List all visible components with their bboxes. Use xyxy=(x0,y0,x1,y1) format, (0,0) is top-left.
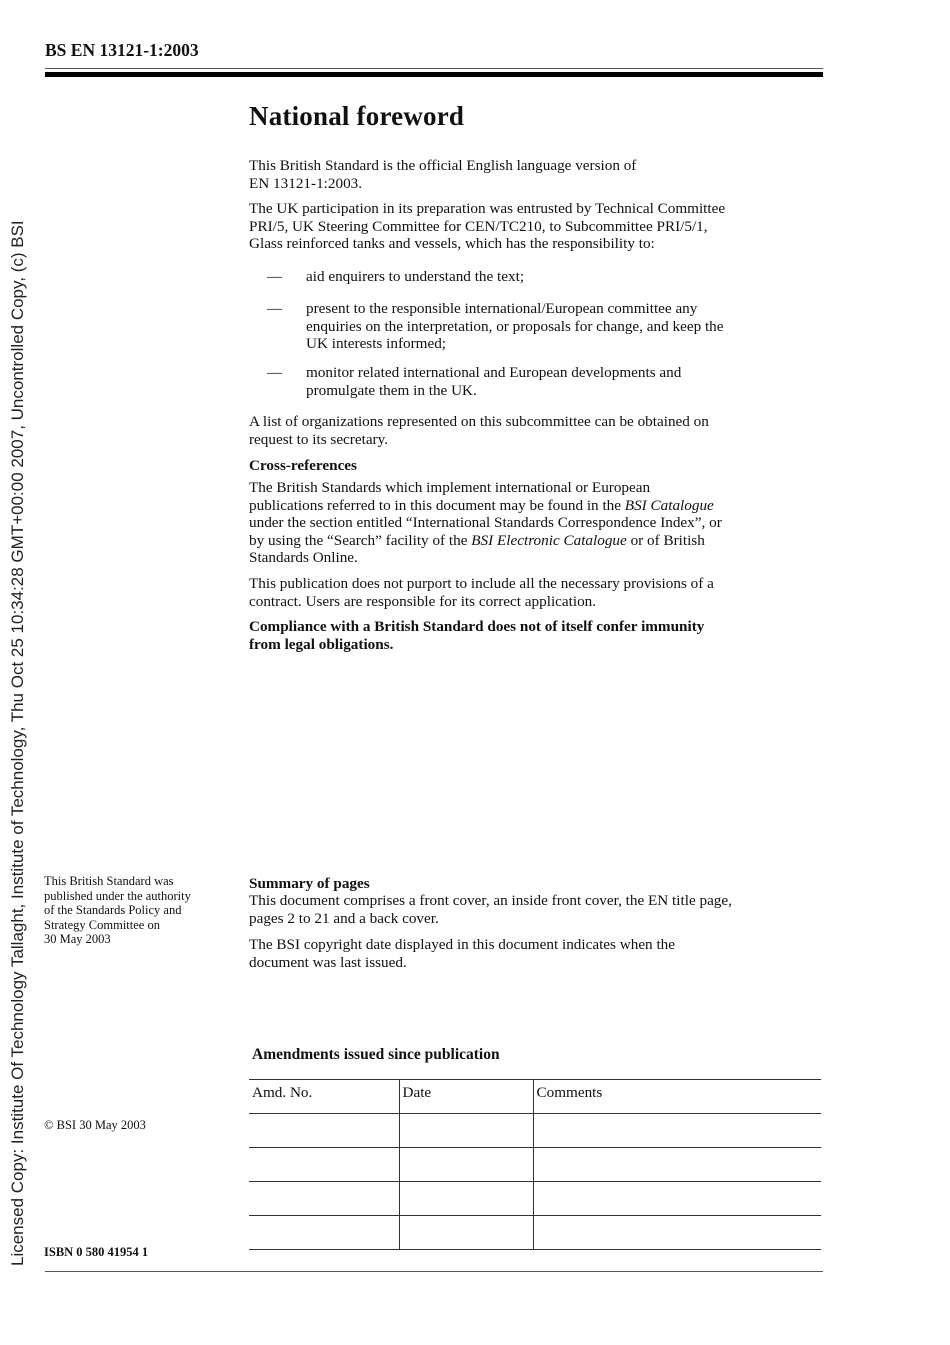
list-item xyxy=(249,268,824,286)
column-header-comments: Comments xyxy=(533,1080,821,1114)
crossref-line: The British Standards which implement international or European xyxy=(249,479,651,496)
crossref-text: publications referred to in this document may be found in the xyxy=(249,496,625,514)
list-item-line: present to the responsible international/European committee any xyxy=(306,300,698,317)
dash-bullet: — xyxy=(267,364,283,381)
crossref-text: by using the “Search” facility of the xyxy=(249,531,472,549)
license-watermark: Licensed Copy: Institute Of Technology Tallaght, Institute of Technology, Thu Oct 25 10:34:28 GMT+00:00 2007, Uncontrolled Copy, (c) BSI xyxy=(8,220,27,1266)
header-thin-rule xyxy=(45,68,823,69)
organizations-line: request to its secretary. xyxy=(249,430,389,448)
table-cell xyxy=(533,1148,821,1182)
table-cell xyxy=(399,1148,533,1182)
organizations-line: A list of organizations represented on this subcommittee can be obtained on xyxy=(249,413,709,430)
dash-bullet: — xyxy=(267,300,283,317)
crossref-line xyxy=(249,497,824,515)
compliance-line: from legal obligations. xyxy=(249,635,394,653)
table-row xyxy=(249,1216,821,1250)
purport-paragraph xyxy=(249,575,824,610)
bsi-catalogue-ref: BSI Catalogue xyxy=(624,496,714,514)
table-cell xyxy=(249,1114,399,1148)
intro-line: This British Standard is the official English language version of xyxy=(249,157,637,174)
publication-line: published under the authority xyxy=(44,888,191,903)
copyright-date-paragraph xyxy=(249,936,824,971)
list-item-line: aid enquirers to understand the text; xyxy=(306,268,525,285)
table-cell xyxy=(399,1216,533,1250)
summary-line: This document comprises a front cover, an inside front cover, the EN title page, xyxy=(249,892,732,909)
crossref-paragraph xyxy=(249,479,824,567)
crossref-line: under the section entitled “International Standards Correspondence Index”, or xyxy=(249,514,722,531)
publication-line: Strategy Committee on xyxy=(44,917,160,932)
copyright-date-line: The BSI copyright date displayed in this document indicates when the xyxy=(249,936,675,953)
table-cell xyxy=(533,1182,821,1216)
crossref-heading: Cross-references xyxy=(249,457,357,474)
list-item xyxy=(249,364,824,399)
list-item-line: enquiries on the interpretation, or proposals for change, and keep the xyxy=(306,317,724,335)
participation-line: The UK participation in its preparation was entrusted by Technical Committee xyxy=(249,200,726,217)
column-header-amd-no: Amd. No. xyxy=(249,1080,399,1114)
compliance-line: Compliance with a British Standard does not of itself confer immunity xyxy=(249,618,705,635)
table-row xyxy=(249,1148,821,1182)
summary-line: pages 2 to 21 and a back cover. xyxy=(249,909,439,927)
amendments-table xyxy=(249,1079,821,1250)
list-item-line: UK interests informed; xyxy=(306,335,447,352)
publication-line: of the Standards Policy and xyxy=(44,903,182,917)
publication-authority-note xyxy=(44,874,234,947)
participation-paragraph xyxy=(249,200,824,253)
organizations-paragraph xyxy=(249,413,824,448)
crossref-text: or of British xyxy=(626,531,705,549)
footer-rule xyxy=(45,1271,823,1272)
copyright-notice: © BSI 30 May 2003 xyxy=(44,1118,146,1132)
standard-id: BS EN 13121-1:2003 xyxy=(45,40,199,60)
purport-line: This publication does not purport to include all the necessary provisions of a xyxy=(249,575,714,592)
crossref-line xyxy=(249,532,824,550)
table-cell xyxy=(249,1182,399,1216)
table-cell xyxy=(399,1114,533,1148)
table-header-row xyxy=(249,1080,821,1114)
purport-line: contract. Users are responsible for its correct application. xyxy=(249,592,597,610)
publication-line: This British Standard was xyxy=(44,874,174,888)
header-thick-rule xyxy=(45,72,823,77)
participation-line: Glass reinforced tanks and vessels, which has the responsibility to: xyxy=(249,235,655,252)
page-title: National foreword xyxy=(249,101,465,131)
publication-line: 30 May 2003 xyxy=(44,932,111,946)
table-cell xyxy=(533,1216,821,1250)
table-cell xyxy=(399,1182,533,1216)
amendments-title: Amendments issued since publication xyxy=(252,1046,500,1063)
intro-line: EN 13121-1:2003. xyxy=(249,174,363,192)
isbn: ISBN 0 580 41954 1 xyxy=(44,1245,149,1259)
list-item-line: monitor related international and European developments and xyxy=(306,364,682,381)
table-cell xyxy=(249,1148,399,1182)
summary-paragraph xyxy=(249,892,824,927)
summary-heading: Summary of pages xyxy=(249,875,370,892)
table-row xyxy=(249,1182,821,1216)
bsi-electronic-catalogue-ref: BSI Electronic Catalogue xyxy=(471,531,627,549)
table-cell xyxy=(249,1216,399,1250)
compliance-statement xyxy=(249,618,824,653)
table-cell xyxy=(533,1114,821,1148)
list-item xyxy=(249,300,824,353)
list-item-line: promulgate them in the UK. xyxy=(306,381,477,399)
copyright-date-line: document was last issued. xyxy=(249,953,407,971)
dash-bullet: — xyxy=(267,268,283,285)
column-header-date: Date xyxy=(399,1080,533,1114)
crossref-line: Standards Online. xyxy=(249,549,358,566)
intro-paragraph xyxy=(249,157,824,192)
participation-line: PRI/5, UK Steering Committee for CEN/TC210, to Subcommittee PRI/5/1, xyxy=(249,217,708,235)
table-row xyxy=(249,1114,821,1148)
